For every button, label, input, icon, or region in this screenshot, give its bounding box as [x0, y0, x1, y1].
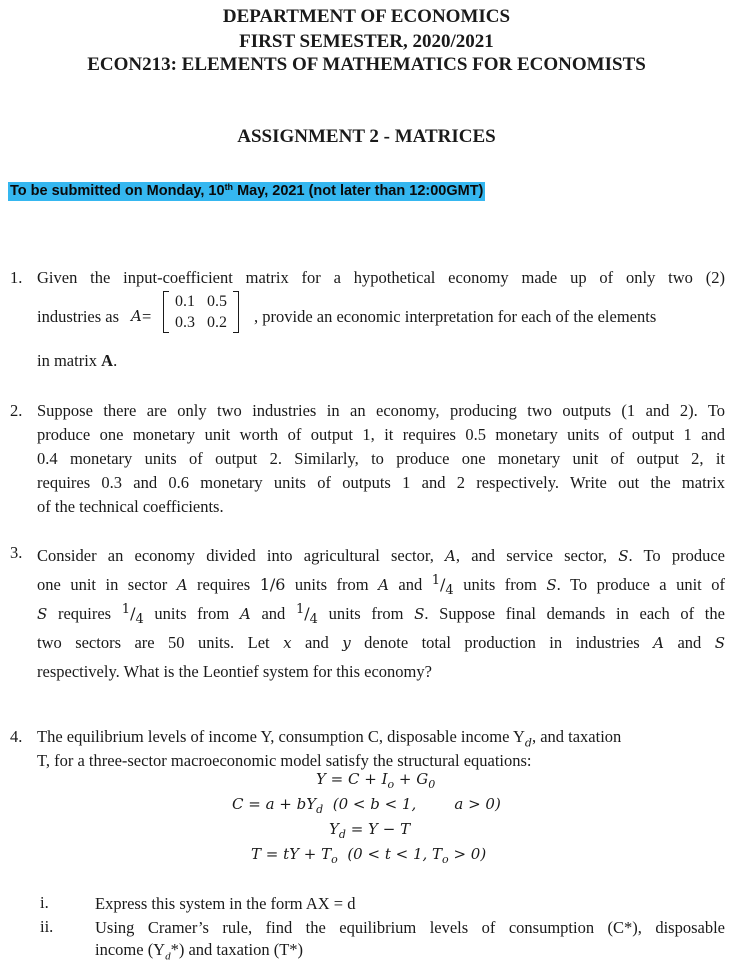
matrix-cell: 0.1	[175, 293, 195, 310]
q4-line-1: The equilibrium levels of income Y, consumption C, disposable income $Y_d$, and taxation	[37, 727, 622, 750]
q3-line-4: two sectors are 50 units. Let x and y denote total production in industries A and S	[37, 633, 726, 652]
q1-line-3: in matrix A.	[37, 351, 118, 370]
question-number-3: 3.	[10, 543, 23, 562]
equation-income: $Y = C + I_o + G_0$	[316, 770, 436, 791]
question-4	[37, 725, 725, 773]
q3-line-3: S requires $^1/_4$ units from A and $^1/_4$ units from S. Suppose final demands in each of the	[37, 602, 725, 627]
q2-line: 0.4 monetary units of output 2. Similarly, to produce one monetary unit of output 2, it	[37, 449, 725, 468]
q1-line-1: Given the input-coefficient matrix for a hypothetical economy made up of only two (2)	[37, 268, 725, 287]
q2-line: produce one monetary unit worth of output 1, it requires 0.5 monetary units of output 1 and	[37, 425, 725, 444]
subquestion-label-ii: ii.	[40, 917, 54, 936]
deadline-banner: To be submitted on Monday, 10th May, 2021 (not later than 12:00GMT)	[10, 182, 484, 199]
q3-line-5: respectively. What is the Leontief system for this economy?	[37, 662, 432, 681]
fraction-one-quarter: $^1/_4$	[431, 573, 454, 598]
question-1	[37, 266, 725, 290]
semester-title: FIRST SEMESTER, 2020/2021	[239, 31, 494, 52]
question-2	[37, 399, 725, 519]
subquestion-i: Express this system in the form AX = d	[95, 894, 356, 913]
department-title: DEPARTMENT OF ECONOMICS	[222, 6, 511, 27]
question-number-1: 1.	[10, 268, 23, 287]
fraction-one-quarter: $^1/_4$	[295, 602, 318, 627]
matrix-cell: 0.5	[207, 293, 227, 310]
question-number-2: 2.	[10, 401, 23, 420]
equation-consumption: $C = a + bY_d$ (0 < b < 1, a > 0)	[232, 795, 501, 816]
matrix-cell: 0.2	[207, 314, 227, 331]
q3-line-1: Consider an economy divided into agricultural sector, A, and service sector, S. To produce	[37, 546, 725, 565]
q2-line: Suppose there are only two industries in an economy, producing two outputs (1 and 2). To	[37, 401, 725, 420]
matrix-a	[163, 291, 239, 333]
subquestion-ii: Using Cramer’s rule, find the equilibrium levels of consumption (C*), disposable income $(Y_d*)$ and taxation (T*)	[95, 918, 725, 963]
course-title: ECON213: ELEMENTS OF MATHEMATICS FOR ECONOMISTS	[87, 54, 646, 75]
q3-line-2: one unit in sector A requires 1/6 units from A and $^1/_4$ units from S. To produce a unit of	[37, 573, 725, 598]
q1-line-2: industries as A = 0.1 0.5 0.3 0.2 , provide an economic interpretation for each of the elements	[37, 293, 657, 331]
assignment-title: ASSIGNMENT 2 - MATRICES	[237, 126, 496, 147]
q4-line-2: T, for a three-sector macroeconomic model satisfy the structural equations:	[37, 751, 532, 770]
q2-line: requires 0.3 and 0.6 monetary units of outputs 1 and 2 respectively. Write out the matrix	[37, 473, 725, 492]
subquestion-label-i: i.	[40, 893, 49, 912]
matrix-cell: 0.3	[175, 314, 195, 331]
question-3	[37, 541, 725, 686]
equation-disposable-income: $Y_d = Y - T$	[329, 820, 411, 841]
q2-line: of the technical coefficients.	[37, 497, 224, 516]
fraction-one-quarter: $^1/_4$	[121, 602, 144, 627]
question-number-4: 4.	[10, 727, 23, 746]
equation-taxation: T = tY + $T_o$ (0 < t < 1, $T_o > 0$)	[251, 845, 487, 866]
